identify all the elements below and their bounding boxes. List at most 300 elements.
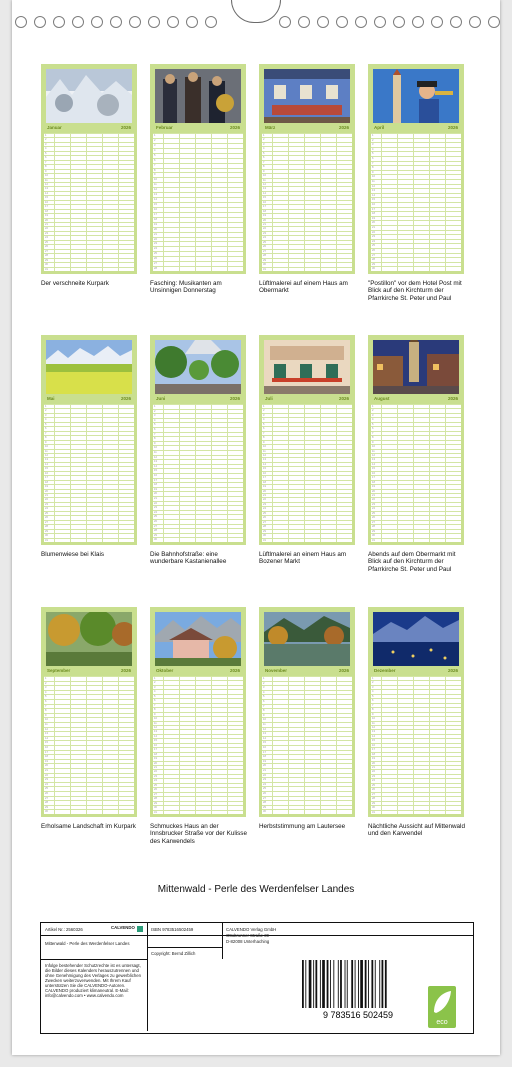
day-number: 25 xyxy=(154,783,157,787)
barcode-bar xyxy=(315,960,317,1008)
grid-column xyxy=(413,133,414,271)
day-number: 22 xyxy=(263,773,266,777)
day-number: 2 xyxy=(45,409,47,413)
month-card-6 xyxy=(150,335,246,545)
day-number: 13 xyxy=(372,730,375,734)
day-number: 26 xyxy=(263,792,266,795)
month-name: September xyxy=(47,668,71,673)
month-photo xyxy=(373,612,459,666)
day-number: 26 xyxy=(372,249,375,252)
day-number: 7 xyxy=(263,431,265,435)
day-number: 21 xyxy=(372,494,375,498)
barcode xyxy=(296,958,420,1020)
day-number: 10 xyxy=(154,178,157,182)
day-row xyxy=(44,809,134,815)
day-number: 3 xyxy=(45,686,47,690)
day-number: 29 xyxy=(263,529,266,533)
month-year: 2026 xyxy=(447,396,458,401)
day-number: 6 xyxy=(45,427,47,431)
grid-column xyxy=(445,404,446,542)
barcode-bar xyxy=(313,960,314,1008)
month-year: 2026 xyxy=(120,396,131,401)
day-number: 19 xyxy=(372,757,375,761)
barcode-digits: 9 783516 502459 xyxy=(322,1010,394,1020)
grid-column xyxy=(54,676,55,814)
day-number: 27 xyxy=(372,792,375,796)
day-number: 9 xyxy=(263,713,265,717)
month-caption: Fasching: Musikanten am Unsinnigen Donnerstag xyxy=(150,280,222,295)
day-number: 22 xyxy=(263,498,266,502)
month-caption: Die Bahnhofstraße: eine wunderbare Kastanienallee xyxy=(150,551,227,566)
month-card-11 xyxy=(259,607,355,817)
barcode-bar xyxy=(327,960,329,1008)
day-number: 29 xyxy=(263,805,266,809)
day-number: 12 xyxy=(372,184,375,188)
day-number: 14 xyxy=(372,462,375,466)
grid-column xyxy=(70,676,71,814)
grid-column xyxy=(54,404,55,542)
month-name: August xyxy=(374,396,390,401)
day-number: 28 xyxy=(154,529,157,533)
day-number: 13 xyxy=(154,460,157,464)
day-number: 16 xyxy=(154,743,157,747)
day-number: 7 xyxy=(45,704,47,708)
day-number: 26 xyxy=(372,516,375,520)
grid-column xyxy=(413,404,414,542)
day-number: 26 xyxy=(45,245,48,249)
day-number: 4 xyxy=(263,147,265,151)
day-number: 24 xyxy=(372,779,375,783)
day-number: 5 xyxy=(372,694,374,698)
day-number: 26 xyxy=(372,788,375,792)
day-number: 4 xyxy=(45,690,47,694)
planner-grid xyxy=(153,133,243,271)
day-number: 6 xyxy=(263,700,265,703)
binding-ring xyxy=(336,16,348,28)
day-number: 5 xyxy=(154,153,156,157)
day-number: 31 xyxy=(45,267,48,271)
day-number: 27 xyxy=(45,796,48,800)
day-number: 18 xyxy=(372,480,375,484)
month-name: Dezember xyxy=(374,668,396,673)
day-number: 21 xyxy=(154,497,157,500)
day-number: 28 xyxy=(372,797,375,801)
grid-column xyxy=(288,404,289,542)
day-row xyxy=(262,809,352,815)
binding-ring xyxy=(53,16,65,28)
day-number: 11 xyxy=(263,449,266,453)
day-number: 19 xyxy=(372,216,375,220)
day-number: 11 xyxy=(154,451,157,454)
day-number: 21 xyxy=(45,494,48,498)
eco-badge xyxy=(428,986,456,1028)
day-number: 12 xyxy=(372,453,375,457)
day-number: 16 xyxy=(154,474,157,477)
day-number: 15 xyxy=(45,196,48,200)
grid-column xyxy=(163,676,164,814)
day-number: 11 xyxy=(45,178,48,182)
month-photo xyxy=(264,69,350,123)
day-number: 19 xyxy=(372,485,375,489)
day-number: 17 xyxy=(263,205,266,209)
grid-column xyxy=(118,676,119,814)
day-number: 30 xyxy=(372,267,375,271)
day-number: 15 xyxy=(154,203,157,206)
day-number: 10 xyxy=(263,718,266,722)
month-photo xyxy=(373,69,459,123)
binding-ring xyxy=(317,16,329,28)
day-number: 6 xyxy=(154,428,156,431)
grid-column xyxy=(70,404,71,542)
day-number: 3 xyxy=(45,142,47,146)
month-caption: Schmuckes Haus an der Innsbrucker Straße vor der Kulisse des Karwendels xyxy=(150,823,247,845)
day-number: 12 xyxy=(154,188,157,192)
day-number: 6 xyxy=(45,700,47,703)
publisher-logo-mark xyxy=(137,926,143,932)
binding-ring xyxy=(469,16,481,28)
day-number: 7 xyxy=(154,703,156,707)
month-header xyxy=(153,395,243,403)
day-number: 18 xyxy=(263,480,266,484)
binding-ring xyxy=(488,16,500,28)
day-number: 23 xyxy=(263,231,266,235)
copyright: Copyright: Bernd Zillich xyxy=(151,951,196,956)
day-number: 30 xyxy=(263,534,266,538)
day-number: 12 xyxy=(45,182,48,186)
grid-column xyxy=(118,404,119,542)
leaf-icon xyxy=(434,991,451,1013)
binding-ring xyxy=(34,16,46,28)
day-number: 19 xyxy=(154,487,157,491)
day-number: 4 xyxy=(45,418,47,422)
day-number: 17 xyxy=(372,748,375,752)
day-number: 22 xyxy=(45,498,48,502)
grid-column xyxy=(102,676,103,814)
day-number: 27 xyxy=(263,249,266,253)
day-number: 31 xyxy=(154,810,157,814)
barcode-bar xyxy=(345,960,346,1008)
grid-column xyxy=(195,133,196,271)
day-number: 1 xyxy=(45,134,47,137)
day-number: 23 xyxy=(263,778,266,782)
barcode-bar xyxy=(302,960,304,1008)
month-header xyxy=(44,667,134,675)
day-number: 14 xyxy=(45,736,48,740)
day-number: 27 xyxy=(45,520,48,524)
day-number: 25 xyxy=(45,511,48,515)
grid-column xyxy=(288,133,289,271)
day-number: 22 xyxy=(263,227,266,231)
day-number: 18 xyxy=(45,755,48,759)
barcode-bar xyxy=(379,960,380,1008)
day-number: 17 xyxy=(45,205,48,209)
day-number: 20 xyxy=(154,227,157,231)
day-number: 23 xyxy=(45,231,48,235)
day-number: 20 xyxy=(263,764,266,768)
day-number: 9 xyxy=(154,441,156,445)
day-number: 28 xyxy=(263,525,266,529)
month-caption: Herbststimmung am Lautersee xyxy=(259,823,346,830)
day-number: 17 xyxy=(45,476,48,480)
day-number: 29 xyxy=(372,529,375,533)
day-number: 28 xyxy=(154,267,157,271)
barcode-bar xyxy=(333,960,334,1008)
month-caption: Abends auf dem Obermarkt mit Blick auf den Kirchturm der Pfarrkirche St. Peter und Paul xyxy=(368,551,456,573)
day-number: 23 xyxy=(154,242,157,246)
day-number: 27 xyxy=(263,520,266,524)
day-number: 30 xyxy=(45,810,48,814)
grid-column xyxy=(445,133,446,271)
day-number: 11 xyxy=(372,721,375,725)
day-number: 2 xyxy=(263,409,265,413)
day-number: 13 xyxy=(372,458,375,462)
binding-ring xyxy=(450,16,462,28)
day-number: 13 xyxy=(45,187,48,191)
day-number: 9 xyxy=(263,440,265,444)
day-number: 29 xyxy=(154,533,157,537)
grid-column xyxy=(195,404,196,542)
day-number: 24 xyxy=(45,236,48,240)
month-year: 2026 xyxy=(229,668,240,673)
day-number: 23 xyxy=(372,774,375,778)
month-card-1 xyxy=(41,64,137,274)
day-number: 9 xyxy=(45,713,47,717)
grid-column xyxy=(272,676,273,814)
day-number: 19 xyxy=(45,485,48,489)
day-number: 7 xyxy=(263,704,265,708)
barcode-bar xyxy=(305,960,306,1008)
day-number: 3 xyxy=(263,686,265,690)
day-number: 2 xyxy=(45,138,47,142)
month-name: April xyxy=(374,125,385,130)
day-number: 30 xyxy=(154,806,157,810)
day-number: 20 xyxy=(263,218,266,222)
planner-grid xyxy=(262,133,352,271)
month-card-12 xyxy=(368,607,464,817)
day-number: 6 xyxy=(154,699,156,703)
grid-column xyxy=(304,404,305,542)
day-number: 10 xyxy=(263,445,266,449)
day-number: 11 xyxy=(372,449,375,453)
day-row xyxy=(262,538,352,543)
day-number: 23 xyxy=(372,502,375,506)
day-number: 21 xyxy=(372,766,375,770)
day-number: 27 xyxy=(372,253,375,257)
article-number: Artikel Nr.: 2560326 xyxy=(45,927,83,932)
month-caption: "Postillon" vor dem Hotel Post mit Blick auf den Kirchturm der Pfarrkirche St. Peter und Paul xyxy=(368,280,462,302)
day-number: 10 xyxy=(45,174,48,178)
month-card-7 xyxy=(259,335,355,545)
grid-column xyxy=(70,133,71,271)
day-number: 20 xyxy=(263,489,266,493)
day-number: 3 xyxy=(263,142,265,146)
day-number: 2 xyxy=(154,409,156,413)
day-number: 22 xyxy=(372,770,375,774)
grid-column xyxy=(336,676,337,814)
day-number: 3 xyxy=(154,143,156,147)
day-number: 14 xyxy=(154,734,157,738)
day-number: 8 xyxy=(263,165,265,169)
day-number: 13 xyxy=(263,187,266,191)
eco-label: eco xyxy=(436,1019,448,1026)
day-number: 25 xyxy=(263,511,266,515)
grid-column xyxy=(211,676,212,814)
day-number: 16 xyxy=(372,203,375,206)
day-number: 10 xyxy=(372,175,375,179)
day-number: 5 xyxy=(154,694,156,698)
day-number: 10 xyxy=(154,446,157,450)
day-number: 30 xyxy=(45,263,48,267)
month-card-9 xyxy=(41,607,137,817)
day-number: 18 xyxy=(154,217,157,221)
day-number: 8 xyxy=(154,168,156,172)
day-number: 7 xyxy=(372,703,374,707)
month-card-3 xyxy=(259,64,355,274)
day-number: 11 xyxy=(372,180,375,183)
binding-ring xyxy=(355,16,367,28)
day-number: 18 xyxy=(45,480,48,484)
month-name: Januar xyxy=(47,125,62,130)
day-row xyxy=(371,538,461,543)
grid-column xyxy=(304,676,305,814)
day-number: 28 xyxy=(263,801,266,805)
barcode-bar xyxy=(355,960,356,1008)
day-number: 13 xyxy=(263,458,266,462)
day-number: 1 xyxy=(372,134,374,137)
month-name: März xyxy=(265,125,276,130)
barcode-bar xyxy=(375,960,376,1008)
day-number: 23 xyxy=(263,502,266,506)
day-number: 19 xyxy=(154,222,157,226)
binding-ring xyxy=(205,16,217,28)
day-number: 12 xyxy=(263,453,266,457)
day-number: 5 xyxy=(263,422,265,426)
day-number: 8 xyxy=(263,436,265,440)
publisher-address-1: CALVENDO Verlag GmbH xyxy=(226,927,277,932)
day-number: 1 xyxy=(372,405,374,408)
day-number: 15 xyxy=(154,739,157,743)
grid-column xyxy=(163,404,164,542)
month-name: Juli xyxy=(265,396,273,401)
day-number: 17 xyxy=(154,478,157,482)
month-card-8 xyxy=(368,335,464,545)
month-photo xyxy=(373,340,459,394)
day-number: 29 xyxy=(372,262,375,266)
day-number: 14 xyxy=(263,736,266,740)
day-number: 21 xyxy=(45,223,48,227)
day-number: 5 xyxy=(372,152,374,156)
day-row xyxy=(44,538,134,543)
day-number: 12 xyxy=(263,727,266,731)
day-number: 10 xyxy=(45,445,48,449)
day-number: 31 xyxy=(45,538,48,542)
day-number: 15 xyxy=(263,467,266,471)
grid-column xyxy=(86,404,87,542)
planner-grid xyxy=(44,404,134,542)
day-number: 16 xyxy=(263,471,266,475)
day-number: 7 xyxy=(372,161,374,165)
day-number: 16 xyxy=(263,746,266,749)
barcode-bar xyxy=(351,960,353,1008)
barcode-bar xyxy=(371,960,373,1008)
month-photo xyxy=(155,69,241,123)
day-number: 16 xyxy=(154,207,157,211)
day-number: 14 xyxy=(263,462,266,466)
day-number: 15 xyxy=(154,469,157,473)
month-header xyxy=(44,395,134,403)
day-number: 4 xyxy=(154,418,156,422)
month-photo xyxy=(264,612,350,666)
day-number: 1 xyxy=(263,677,265,680)
day-number: 5 xyxy=(263,151,265,155)
day-number: 11 xyxy=(263,723,266,726)
day-number: 2 xyxy=(154,681,156,685)
day-number: 27 xyxy=(154,262,157,266)
day-number: 5 xyxy=(45,151,47,155)
day-number: 11 xyxy=(154,183,157,187)
day-number: 13 xyxy=(263,732,266,736)
day-number: 17 xyxy=(263,750,266,754)
day-number: 1 xyxy=(154,677,156,680)
day-number: 8 xyxy=(372,708,374,712)
month-year: 2026 xyxy=(120,125,131,130)
day-number: 20 xyxy=(45,218,48,222)
grid-column xyxy=(179,133,180,271)
day-number: 5 xyxy=(45,695,47,699)
binding-ring xyxy=(148,16,160,28)
day-number: 17 xyxy=(263,476,266,480)
day-number: 10 xyxy=(372,717,375,721)
day-number: 25 xyxy=(263,240,266,244)
month-header xyxy=(262,667,352,675)
day-number: 9 xyxy=(154,173,156,177)
day-number: 26 xyxy=(45,792,48,795)
publisher-address-3: D-82008 Unterhaching xyxy=(226,939,270,944)
grid-column xyxy=(381,404,382,542)
day-number: 30 xyxy=(263,263,266,267)
month-year: 2026 xyxy=(229,125,240,130)
day-number: 22 xyxy=(154,237,157,241)
day-number: 12 xyxy=(45,727,48,731)
day-number: 6 xyxy=(372,157,374,160)
binding-ring xyxy=(298,16,310,28)
month-header xyxy=(262,124,352,132)
day-number: 11 xyxy=(154,721,157,725)
month-card-5 xyxy=(41,335,137,545)
day-number: 5 xyxy=(263,695,265,699)
day-number: 3 xyxy=(263,413,265,417)
day-number: 8 xyxy=(372,436,374,440)
month-photo xyxy=(155,612,241,666)
day-number: 8 xyxy=(154,708,156,712)
month-year: 2026 xyxy=(338,668,349,673)
planner-grid xyxy=(153,676,243,814)
day-number: 16 xyxy=(372,471,375,475)
month-year: 2026 xyxy=(338,396,349,401)
day-number: 18 xyxy=(263,209,266,213)
day-number: 25 xyxy=(154,515,157,519)
day-number: 26 xyxy=(154,788,157,792)
day-number: 16 xyxy=(263,200,266,204)
day-number: 12 xyxy=(154,455,157,459)
calendar-title: Mittenwald - Perle des Werdenfelser Landes xyxy=(157,884,355,895)
planner-grid xyxy=(44,133,134,271)
day-number: 28 xyxy=(45,801,48,805)
day-number: 15 xyxy=(372,198,375,202)
day-number: 25 xyxy=(154,252,157,256)
day-number: 7 xyxy=(263,160,265,164)
binding-ring xyxy=(72,16,84,28)
